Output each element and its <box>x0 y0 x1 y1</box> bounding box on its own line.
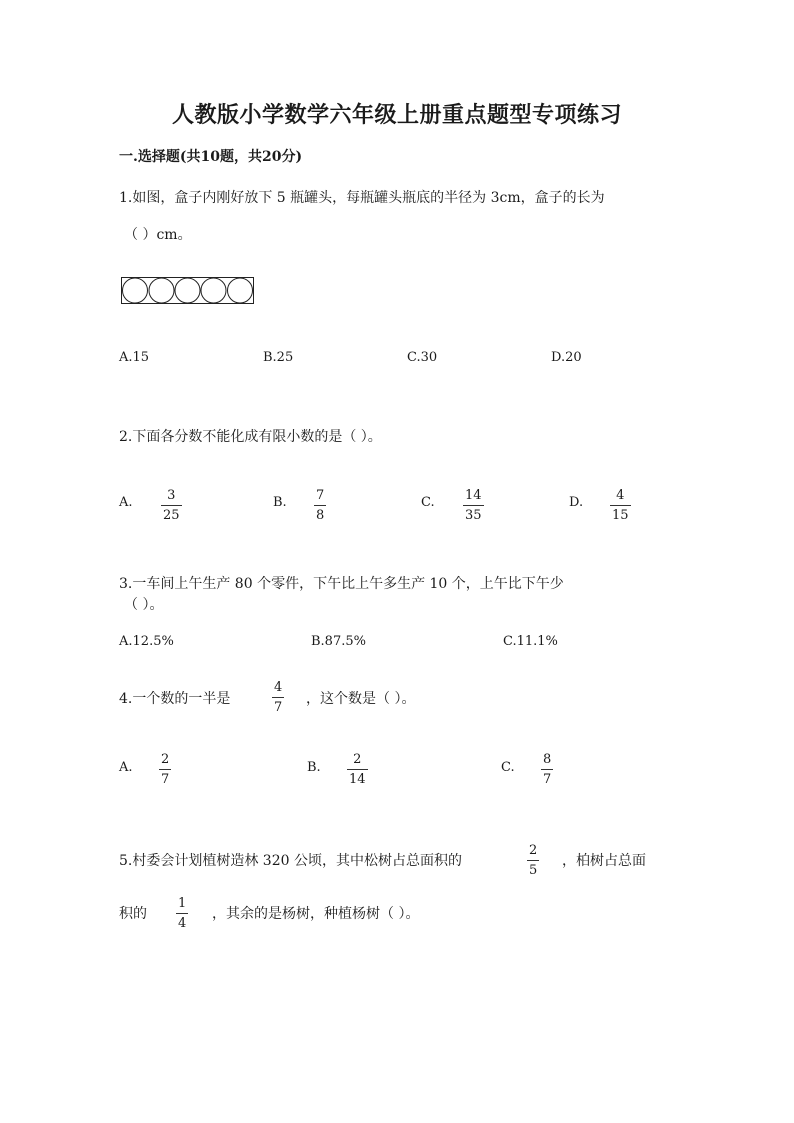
question-4-fraction <box>272 681 284 714</box>
fraction-denominator: 7 <box>274 700 283 715</box>
question-5-fraction-1 <box>527 844 539 877</box>
question-5-text-line2-after: ，其余的是杨树，种植杨树（ ）。 <box>212 906 420 922</box>
question-4-option-c-label[interactable]: C. <box>501 760 515 775</box>
question-4-text-after: ，这个数是（ ）。 <box>306 691 416 707</box>
question-1-option-d[interactable]: D.20 <box>551 350 582 365</box>
question-4-option-b-label[interactable]: B. <box>307 760 321 775</box>
fraction-denominator: 15 <box>612 508 629 523</box>
fraction-numerator: 3 <box>167 488 176 503</box>
fraction-denominator: 7 <box>543 772 552 787</box>
question-5-text-line1-after: ，柏树占总面 <box>562 853 646 869</box>
section-heading: 一.选择题(共10题，共20分) <box>119 149 303 165</box>
fraction-numerator: 7 <box>316 488 325 503</box>
question-2-option-d-fraction <box>610 489 631 522</box>
question-1-option-c[interactable]: C.30 <box>407 350 438 365</box>
question-3-option-b[interactable]: B.87.5% <box>311 634 366 649</box>
question-1-blank: （ ）cm。 <box>124 227 192 243</box>
question-3-text: 3.一车间上午生产 80 个零件，下午比上午多生产 10 个，上午比下午少 <box>119 576 564 592</box>
question-2-option-c-fraction <box>463 489 484 522</box>
question-5-text-line2: 积的 <box>119 906 147 922</box>
fraction-numerator: 8 <box>543 752 552 767</box>
five-circles-in-box-figure <box>121 277 254 304</box>
question-5-fraction-2 <box>176 897 188 930</box>
question-3-option-a[interactable]: A.12.5% <box>119 634 174 649</box>
fraction-numerator: 2 <box>353 752 362 767</box>
fraction-denominator: 8 <box>316 508 325 523</box>
fraction-numerator: 14 <box>465 488 482 503</box>
question-4-text-before: 4.一个数的一半是 <box>119 691 231 707</box>
question-2-option-d-label[interactable]: D. <box>569 495 584 510</box>
fraction-numerator: 4 <box>274 680 283 695</box>
question-2-option-c-label[interactable]: C. <box>421 495 435 510</box>
fraction-denominator: 35 <box>465 508 482 523</box>
fraction-denominator: 7 <box>161 772 170 787</box>
question-3-blank: （ ）。 <box>124 597 164 613</box>
question-2-option-b-label[interactable]: B. <box>273 495 287 510</box>
fraction-denominator: 25 <box>163 508 180 523</box>
question-1-option-b[interactable]: B.25 <box>263 350 294 365</box>
fraction-denominator: 5 <box>529 863 538 878</box>
question-4-option-c-fraction <box>541 753 553 786</box>
question-4-option-b-fraction <box>347 753 368 786</box>
fraction-numerator: 4 <box>616 488 625 503</box>
question-2-option-a-fraction <box>161 489 182 522</box>
page-title: 人教版小学数学六年级上册重点题型专项练习 <box>171 102 622 128</box>
question-5-text-line1: 5.村委会计划植树造林 320 公顷，其中松树占总面积的 <box>119 853 462 869</box>
fraction-denominator: 4 <box>178 916 187 931</box>
fraction-numerator: 2 <box>529 843 538 858</box>
fraction-denominator: 14 <box>349 772 366 787</box>
question-3-option-c[interactable]: C.11.1% <box>503 634 558 649</box>
fraction-numerator: 2 <box>161 752 170 767</box>
question-2-option-b-fraction <box>314 489 326 522</box>
question-4-option-a-fraction <box>159 753 171 786</box>
question-2-option-a-label[interactable]: A. <box>119 495 133 510</box>
question-1-text: 1.如图，盒子内刚好放下 5 瓶罐头，每瓶罐头瓶底的半径为 3cm，盒子的长为 <box>119 190 605 206</box>
fraction-numerator: 1 <box>178 896 187 911</box>
question-2-text: 2.下面各分数不能化成有限小数的是（ ）。 <box>119 429 382 445</box>
question-1-option-a[interactable]: A.15 <box>119 350 150 365</box>
question-4-option-a-label[interactable]: A. <box>119 760 133 775</box>
